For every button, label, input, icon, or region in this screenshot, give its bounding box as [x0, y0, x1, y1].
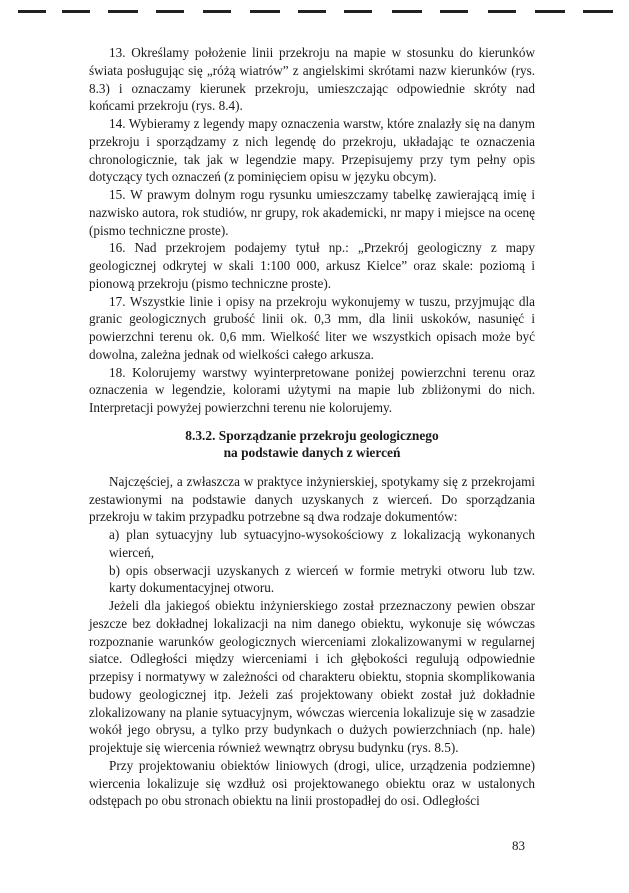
page-number: 83: [512, 838, 525, 853]
section-heading: [89, 427, 535, 461]
section-heading-line2: na podstawie danych z wierceń: [223, 444, 401, 460]
rule-dash: [344, 10, 372, 13]
rule-dash: [583, 10, 613, 13]
intro-paragraph: Najczęściej, a zwłaszcza w praktyce inżynierskiej, spotykamy się z przekrojami zestawionymi na podstawie danych uzyskanych z wierceń. Do sporządzania przekroju w takim przypadku potrzebne są dwa rodzaje dokumentów:: [89, 473, 535, 525]
paragraph-locations: Jeżeli dla jakiegoś obiektu inżynierskiego został przeznaczony pewien obszar jeszcze bez dokładnej lokalizacji na nim danego obiektu, wykonuje się wówczas rozpoznanie warunków geologicznych wierceniami zlokalizowanymi w regularnej siatce. Odległości między wierceniami i ich głębokości regulują odpowiednie przepisy i normatywy w zależności od charakteru obiektu, stopnia skomplikowania budowy geologicznej itp. Jeżeli zaś projektowany obiekt został już dokładnie zlokalizowany na planie sytuacyjnym, wówczas wiercenia lokalizuje się w zasadzie wokół jego obrysu, a tylko przy budynkach o dużych powierzchniach (np. hale) projektuje się wiercenia również wewnątrz obrysu budynku (rys. 8.5).: [89, 598, 535, 755]
rule-dash: [440, 10, 468, 13]
list-item-b: b) opis obserwacji uzyskanych z wierceń w formie metryki otworu lub tzw. karty dokumentacyjnej otworu.: [109, 562, 535, 596]
rule-dash: [18, 10, 46, 13]
rule-dash: [250, 10, 280, 13]
paragraph-18: 18. Kolorujemy warstwy wyinterpretowane poniżej powierzchni terenu oraz oznaczenia w legendzie, kolorami użytymi na mapie lub zbliżonymi do nich. Interpretacji powyżej powierzchni terenu nie kolorujemy.: [89, 364, 535, 415]
rule-dash: [203, 10, 231, 13]
rule-dash: [156, 10, 184, 13]
paragraph-16: 16. Nad przekrojem podajemy tytuł np.: „Przekrój geologiczny z mapy geologicznej odkrytej w skali 1:100 000, arkusz Kielce” oraz skale: poziomą i pionową przekroju (pismo techniczne proste).: [89, 240, 535, 291]
rule-dash: [108, 10, 138, 13]
paragraph-13: 13. Określamy położenie linii przekroju na mapie w stosunku do kierunków świata posługując się „różą wiatrów” z angielskimi skrótami nazw kierunków (rys. 8.3) i oznaczamy kierunek przekroju, umieszczając odpowiednie skróty nad końcami przekroju (rys. 8.4).: [89, 45, 535, 114]
list-item-a: a) plan sytuacyjny lub sytuacyjno-wysokościowy z lokalizacją wykonanych wierceń,: [109, 527, 535, 560]
rule-dash: [298, 10, 326, 13]
top-dashed-rule: [0, 10, 629, 16]
section-heading-line1: 8.3.2. Sporządzanie przekroju geologicznego: [185, 427, 439, 443]
rule-dash: [488, 10, 516, 13]
page-body: [89, 44, 535, 810]
rule-dash: [392, 10, 422, 13]
rule-dash: [535, 10, 565, 13]
paragraph-17: 17. Wszystkie linie i opisy na przekroju wykonujemy w tuszu, przyjmując dla granic geologicznych grubość linii ok. 0,3 mm, dla linii uskoków, nasunięć i powierzchni terenu ok. 0,6 mm. Wielkość liter we wszystkich opisach może być dowolna, zależna jednak od wielkości całego arkusza.: [89, 293, 535, 362]
rule-dash: [62, 10, 90, 13]
paragraph-linear-objects: Przy projektowaniu obiektów liniowych (drogi, ulice, urządzenia podziemne) wiercenia lokalizuje się wzdłuż osi projektowanego obiektu oraz w ustalonych odstępach po obu stronach obiektu na linii prostopadłej do osi. Odległości: [89, 757, 535, 809]
paragraph-15: 15. W prawym dolnym rogu rysunku umieszczamy tabelkę zawierającą imię i nazwisko autora, rok studiów, nr grupy, rok akademicki, nr mapy i miejsce na ocenę (pismo techniczne proste).: [89, 187, 535, 238]
paragraph-14: 14. Wybieramy z legendy mapy oznaczenia warstw, które znalazły się na danym przekroju i sporządzamy z nich legendę do przekroju, układając te oznaczenia chronologicznie, tak jak w legendzie mapy. Przepisujemy przy tym pełny opis dotyczący tych oznaczeń (z pominięciem opisu w języku obcym).: [89, 116, 535, 185]
